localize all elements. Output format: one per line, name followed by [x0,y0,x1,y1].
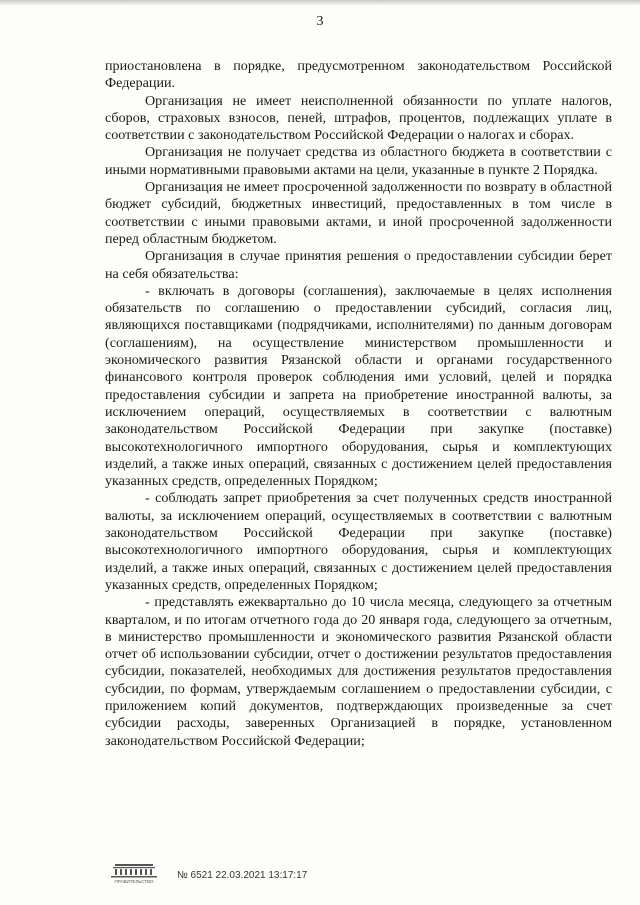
government-logo-icon [105,862,163,884]
list-item: - соблюдать запрет приобретения за счет полученных средств иностранной валюты, за исключением операций, осуществляемых в соответствии с валютным законодательством Российской Федерации при закупке (поставке) высокотехнологичного импортного оборудования, сырья и комплектующих изделий, а также иных операций, связанных с достижением целей предоставления указанных средств, определенных Порядком; [105,490,612,593]
paragraph: Организация не имеет неисполненной обязанности по уплате налогов, сборов, страховых взносов, пеней, штрафов, процентов, подлежащих уплате в соответствии с законодательством Российской Федерации о налогах и сборах. [105,92,612,144]
paragraph: Организация не получает средства из областного бюджета в соответствии с иными нормативными правовыми актами на цели, указанные в пункте 2 Порядка. [105,144,612,178]
page-number: 3 [316,14,324,29]
svg-text:ПРАВИТЕЛЬСТВО: ПРАВИТЕЛЬСТВО [114,879,154,884]
paragraph: Организация в случае принятия решения о предоставлении субсидии берет на себя обязательства: [105,248,612,282]
paragraph: приостановлена в порядке, предусмотренном законодательством Российской Федерации. [105,58,612,92]
registration-stamp: № 6521 22.03.2021 13:17:17 [177,870,308,881]
footer [105,862,612,892]
paragraph: Организация не имеет просроченной задолженности по возврату в областной бюджет субсидий, бюджетных инвестиций, предоставленных в том числе в соответствии с иными правовыми актами, и иной просроченной задолженности перед областным бюджетом. [105,179,612,247]
document-body [105,58,612,750]
scan-edge [0,0,640,6]
list-item: - включать в договоры (соглашения), заключаемые в целях исполнения обязательств по соглашению о предоставлении субсидий, согласия лиц, являющихся поставщиками (подрядчиками, исполнителями) по данным договорам (соглашениям), на осуществление министерством промышленности и экономического развития Рязанской области и органами государственного финансового контроля проверок соблюдения ими условий, целей и порядка предоставления субсидии и запрета на приобретение иностранной валюты, за исключением операций, осуществляемых в соответствии с валютным законодательством Российской Федерации при закупке (поставке) высокотехнологичного импортного оборудования, сырья и комплектующих изделий, а также иных операций, связанных с достижением целей предоставления указанных средств, определенных Порядком; [105,282,612,490]
list-item: - представлять ежеквартально до 10 числа месяца, следующего за отчетным кварталом, и по итогам отчетного года до 20 января года, следующего за отчетным, в министерство промышленности и экономического развития Рязанской области отчет об использовании субсидии, отчет о достижении результатов предоставления субсидии, показателей, необходимых для достижения результатов предоставления субсидии, по формам, утверждаемым соглашением о предоставлении субсидии, с приложением копий документов, подтверждающих произведенные за счет субсидии расходы, заверенных Организацией в порядке, установленном законодательством Российской Федерации; [105,594,612,749]
